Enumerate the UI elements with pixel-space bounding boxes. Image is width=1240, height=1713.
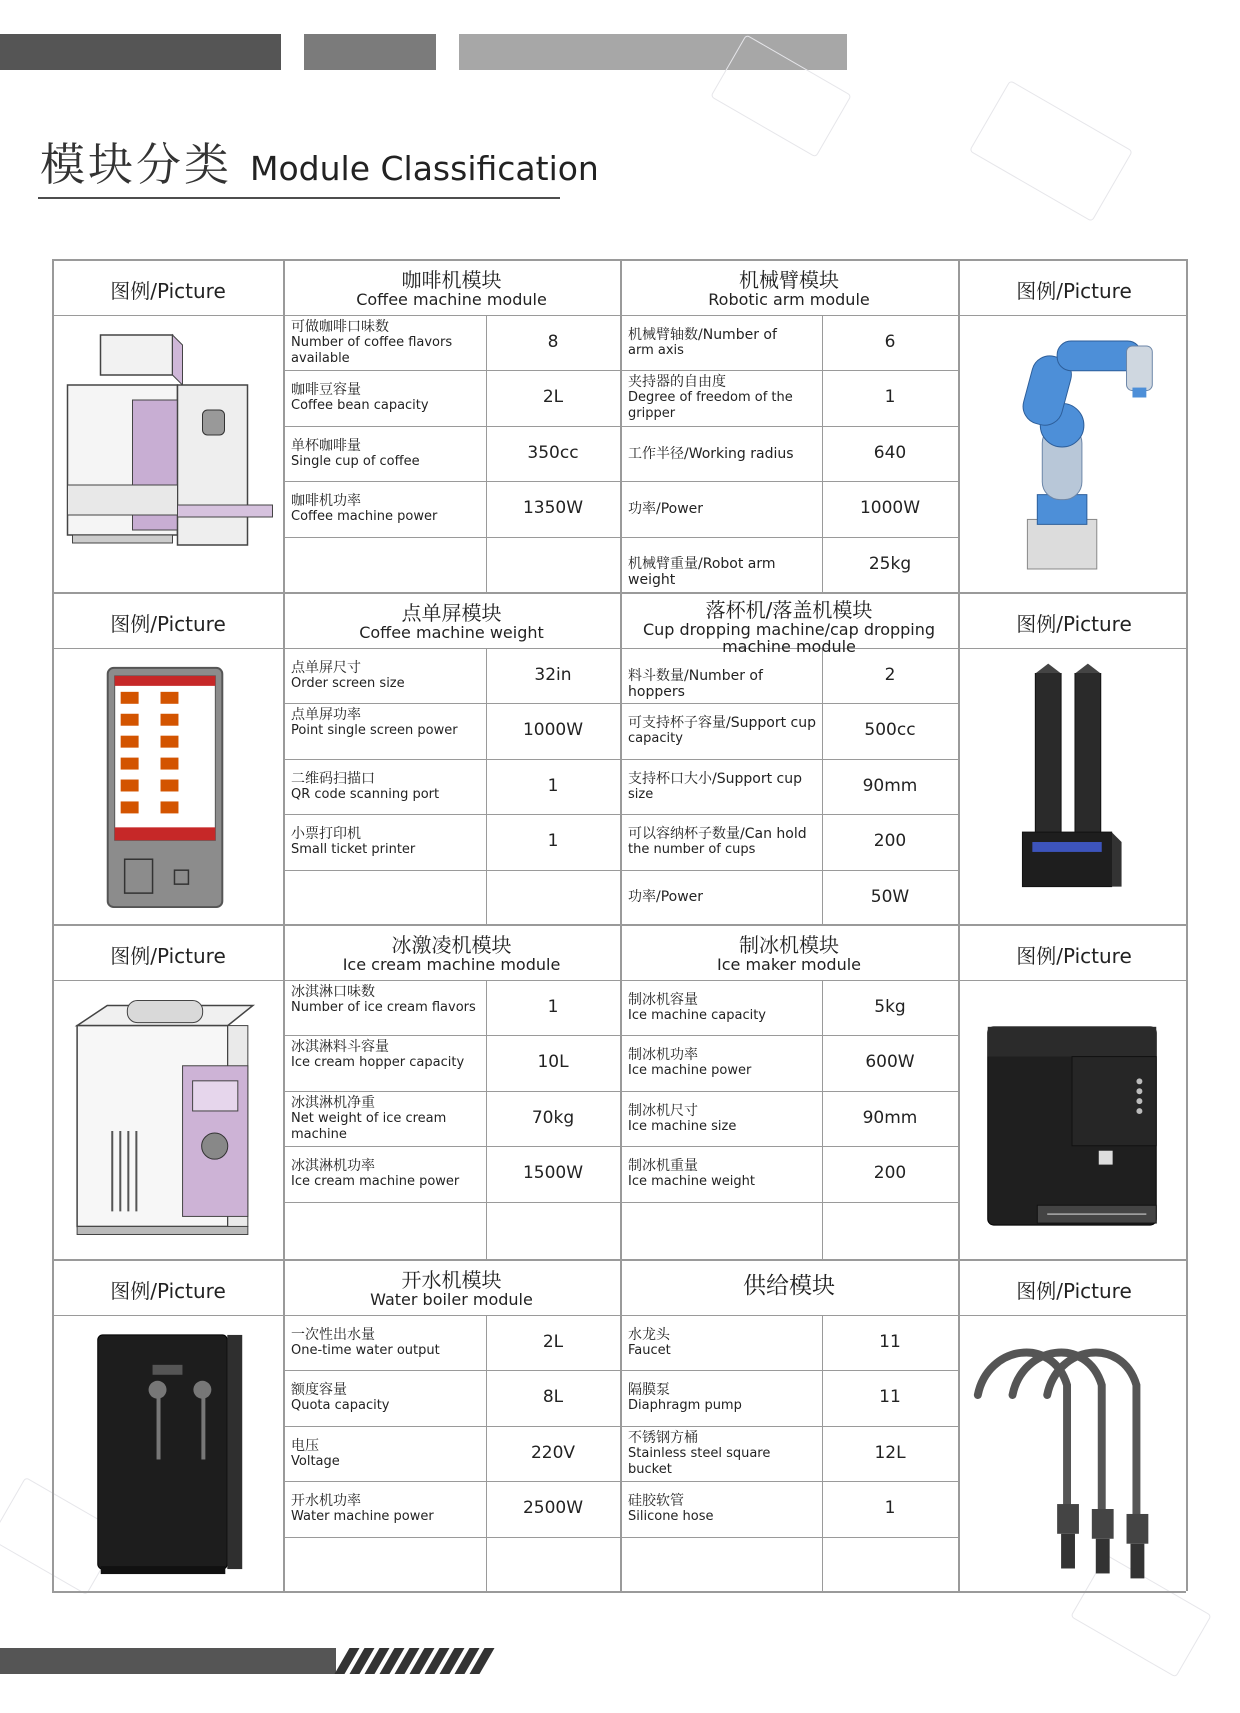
module-title-en: Coffee machine weight (359, 623, 544, 642)
spec-label-zh: 冰淇淋机净重 (291, 1094, 375, 1111)
row-divider (283, 703, 958, 704)
spec-value: 12L (874, 1442, 906, 1463)
module-title-zh: 冰激凌机模块 (391, 933, 512, 957)
spec-label-en: Coffee bean capacity (291, 398, 429, 414)
spec-label (628, 374, 818, 422)
spec-value: 5kg (874, 997, 906, 1017)
page-title-zh: 模块分类 (40, 138, 233, 191)
spec-label (628, 1493, 818, 1525)
module-title-zh: 落杯机/落盖机模块 (705, 598, 873, 622)
module-header (620, 935, 958, 973)
spec-label-zh: 小票打印机 (291, 825, 361, 842)
spec-label-en: Quota capacity (291, 1398, 390, 1414)
spec-value: 1 (547, 775, 559, 796)
row-divider (283, 370, 958, 371)
spec-label (291, 438, 482, 470)
spec-label-zh: 冰淇淋机功率 (291, 1157, 375, 1174)
spec-value: 1350W (522, 498, 584, 519)
spec-label-en: Silicone hose (628, 1508, 714, 1524)
spec-value: 1 (884, 387, 896, 408)
spec-label-zh: 冰淇淋料斗容量 (291, 1039, 389, 1056)
spec-value: 1000W (522, 720, 584, 741)
footer-bar (0, 1648, 336, 1674)
module-header (283, 603, 620, 641)
module-title-en: Water boiler module (370, 1290, 533, 1309)
module-title-zh: 开水机模块 (401, 1268, 502, 1292)
picture-header-label: 图例/Picture (110, 612, 226, 636)
spec-label (628, 715, 818, 747)
spec-label-zh: 可支持杯子容量/Support cup (628, 715, 816, 732)
spec-label (628, 556, 818, 588)
spec-value: 8L (542, 1387, 564, 1408)
spec-label (291, 1493, 482, 1525)
spec-label (291, 493, 482, 525)
spec-label-zh: 二维码扫描口 (291, 770, 375, 787)
spec-value: 50W (870, 886, 910, 907)
spec-label-zh: 水龙头 (628, 1326, 670, 1343)
spec-label-en: Stainless steel square bucket (628, 1445, 771, 1477)
spec-label-zh: 不锈钢方桶 (628, 1429, 698, 1446)
row-divider (283, 1202, 958, 1203)
spec-label-en: Degree of freedom of the gripper (628, 390, 793, 422)
spec-value: 1500W (522, 1163, 584, 1184)
page-title (40, 128, 599, 193)
spec-label-zh: 点单屏尺寸 (291, 659, 361, 676)
picture-header-label: 图例/Picture (1016, 612, 1132, 636)
row-divider (283, 537, 958, 538)
spec-label-en: Ice cream hopper capacity (291, 1055, 465, 1071)
spec-label-zh: 机械臂轴数/Number of (628, 326, 777, 343)
table-border-top (52, 259, 1186, 261)
spec-value: 1 (547, 997, 559, 1017)
spec-label-en: Ice machine power (628, 1063, 752, 1079)
spec-label-zh: 夹持器的自由度 (628, 374, 726, 391)
spec-value: 32in (534, 665, 572, 685)
module-title-zh: 机械臂模块 (739, 268, 839, 292)
spec-label (628, 1327, 818, 1359)
spec-value: 70kg (531, 1107, 575, 1128)
spec-label-zh: 冰淇淋口味数 (291, 984, 375, 1000)
spec-label-en: One-time water output (291, 1342, 440, 1358)
spec-label (628, 1430, 818, 1478)
spec-label-en: Water machine power (291, 1508, 434, 1524)
module-header (283, 1270, 620, 1308)
spec-label (628, 992, 818, 1024)
spec-label-en: the number of cups (628, 841, 756, 857)
table-border-right (1186, 259, 1188, 1591)
module-title-en: Ice maker module (717, 955, 861, 974)
row-divider (283, 870, 958, 871)
spec-label (291, 660, 482, 692)
spec-label-en: Single cup of coffee (291, 453, 420, 469)
spec-value: 8 (547, 332, 559, 352)
spec-value: 2L (542, 1332, 564, 1352)
title-underline (38, 197, 560, 199)
bg-hexagon (969, 80, 1133, 222)
spec-value: 200 (873, 831, 907, 852)
spec-label (628, 889, 818, 905)
spec-label (628, 1047, 818, 1079)
module-title-en: Robotic arm module (708, 290, 870, 309)
spec-label (291, 707, 482, 739)
row-divider (283, 1537, 958, 1538)
spec-label (291, 826, 482, 858)
spec-label-en: Number of coffee flavors available (291, 335, 453, 366)
spec-label-zh: 制冰机容量 (628, 991, 698, 1008)
faucet-illustration (958, 1315, 1186, 1591)
ice-maker-illustration (958, 980, 1186, 1259)
module-header (620, 270, 958, 308)
picture-header-label: 图例/Picture (110, 944, 226, 968)
spec-label-zh: 制冰机尺寸 (628, 1102, 698, 1119)
spec-label-en: Voltage (291, 1453, 340, 1469)
spec-value: 2 (884, 665, 896, 685)
row-divider (283, 1035, 958, 1036)
spec-label-en: Ice machine size (628, 1118, 737, 1134)
spec-label-zh: 制冰机功率 (628, 1047, 698, 1064)
spec-label (628, 771, 818, 803)
picture-header-label: 图例/Picture (110, 1279, 226, 1303)
spec-label-en: Ice machine weight (628, 1173, 755, 1189)
module-title-zh: 制冰机模块 (739, 933, 839, 957)
spec-label-zh: 制冰机重量 (628, 1157, 698, 1174)
spec-value: 6 (884, 332, 896, 352)
spec-label-en: Number of ice cream flavors (291, 1000, 476, 1015)
spec-label (628, 1382, 818, 1414)
header-bar-mid (304, 34, 436, 70)
spec-label-zh: 功率/Power (628, 500, 704, 517)
spec-label-zh: 可以容纳杯子数量/Can hold (628, 825, 807, 842)
spec-value: 90mm (862, 1107, 918, 1128)
picture-header-label: 图例/Picture (1016, 944, 1132, 968)
spec-value: 11 (879, 1332, 901, 1352)
spec-label-zh: 可做咖啡口味数 (291, 319, 389, 335)
spec-label-zh: 咖啡机功率 (291, 492, 361, 509)
page-title-en: Module Classification (250, 149, 599, 188)
spec-label-zh: 机械臂重量/Robot arm weight (628, 556, 776, 589)
spec-label-zh: 开水机功率 (291, 1492, 361, 1509)
row-divider (283, 1370, 958, 1371)
spec-label-zh: 料斗数量/Number of hoppers (628, 667, 763, 700)
order-screen-kiosk-illustration (52, 648, 283, 924)
header-bar-dark (0, 34, 281, 70)
spec-label-zh: 一次性出水量 (291, 1326, 375, 1343)
module-header (283, 935, 620, 973)
spec-value: 2500W (522, 1498, 584, 1519)
spec-label (628, 446, 818, 462)
spec-label-en: Net weight of ice cream machine (291, 1110, 447, 1142)
spec-value: 350cc (527, 442, 579, 463)
row-divider (283, 426, 958, 427)
spec-label (291, 319, 482, 367)
row-divider (283, 814, 958, 815)
spec-label-zh: 电压 (291, 1437, 319, 1454)
picture-header-label: 图例/Picture (1016, 1279, 1132, 1303)
robotic-arm-illustration (958, 315, 1186, 592)
picture-header-label: 图例/Picture (1016, 279, 1132, 303)
spec-value: 1 (884, 1498, 896, 1519)
water-boiler-illustration (52, 1315, 283, 1591)
row-divider (283, 759, 958, 760)
spec-value: 600W (865, 1052, 915, 1073)
module-title-en: Ice cream machine module (342, 955, 561, 974)
spec-label-en: QR code scanning port (291, 786, 440, 802)
spec-value: 10L (537, 1052, 569, 1073)
spec-label (291, 382, 482, 414)
spec-value: 1 (547, 831, 559, 852)
spec-label-zh: 单杯咖啡量 (291, 437, 361, 454)
spec-label-zh: 工作半径/Working radius (628, 445, 794, 462)
spec-label-en: capacity (628, 731, 683, 747)
section-divider (52, 1259, 1186, 1261)
module-title-en: Coffee machine module (356, 290, 547, 309)
spec-label (628, 327, 818, 359)
spec-label (291, 1039, 482, 1071)
spec-label-en: Diaphragm pump (628, 1398, 742, 1414)
spec-value: 1000W (859, 498, 921, 519)
module-title-en: Cup dropping machine/cap dropping machine module (642, 620, 936, 656)
spec-label-en: size (628, 786, 654, 802)
row-divider (283, 1481, 958, 1482)
spec-label (628, 1103, 818, 1135)
spec-value: 90mm (862, 775, 918, 796)
spec-value: 11 (879, 1387, 901, 1408)
table-border-bottom (52, 1591, 1186, 1593)
spec-label (628, 501, 818, 517)
picture-header-label: 图例/Picture (110, 279, 226, 303)
row-divider (283, 1426, 958, 1427)
spec-label-en: Coffee machine power (291, 508, 438, 524)
module-header (283, 270, 620, 308)
module-header (620, 600, 958, 655)
spec-label (291, 1095, 482, 1143)
spec-value: 500cc (864, 720, 916, 741)
spec-label (291, 1327, 482, 1359)
spec-label-en: Point single screen power (291, 723, 458, 739)
spec-label (628, 826, 818, 858)
module-title-zh: 咖啡机模块 (401, 268, 502, 292)
spec-label (628, 668, 818, 700)
spec-label (628, 1158, 818, 1190)
spec-value: 640 (873, 442, 907, 463)
spec-label-en: Small ticket printer (291, 841, 416, 857)
spec-label (291, 984, 482, 1016)
spec-label-en: Faucet (628, 1342, 671, 1358)
module-title-zh: 点单屏模块 (401, 601, 502, 625)
spec-value: 220V (530, 1442, 576, 1463)
spec-value: 200 (873, 1163, 907, 1184)
spec-label-zh: 硅胶软管 (628, 1492, 684, 1509)
section-divider (52, 592, 1186, 594)
spec-label (291, 1382, 482, 1414)
spec-label (291, 1438, 482, 1470)
spec-label-zh: 功率/Power (628, 889, 704, 906)
spec-label-zh: 隔膜泵 (628, 1382, 670, 1399)
spec-label-en: Ice cream machine power (291, 1173, 460, 1189)
spec-value: 2L (542, 387, 564, 408)
module-title-zh: 供给模块 (743, 1273, 835, 1299)
spec-label (291, 1158, 482, 1190)
spec-value: 25kg (868, 553, 912, 574)
spec-label-zh: 点单屏功率 (291, 707, 361, 724)
coffee-machine-illustration (52, 315, 283, 592)
spec-label-en: Order screen size (291, 675, 405, 691)
spec-label-zh: 咖啡豆容量 (291, 382, 361, 399)
row-divider (283, 1091, 958, 1092)
spec-label-zh: 支持杯口大小/Support cup (628, 770, 802, 787)
spec-label-zh: 额度容量 (291, 1382, 347, 1399)
spec-label (291, 771, 482, 803)
cup-dropper-illustration (958, 648, 1186, 924)
ice-cream-machine-illustration (52, 980, 283, 1259)
spec-label-en: arm axis (628, 342, 684, 358)
spec-label-en: Ice machine capacity (628, 1007, 766, 1023)
module-header (620, 1273, 958, 1299)
row-divider (283, 1146, 958, 1147)
row-divider (283, 481, 958, 482)
section-divider (52, 924, 1186, 926)
